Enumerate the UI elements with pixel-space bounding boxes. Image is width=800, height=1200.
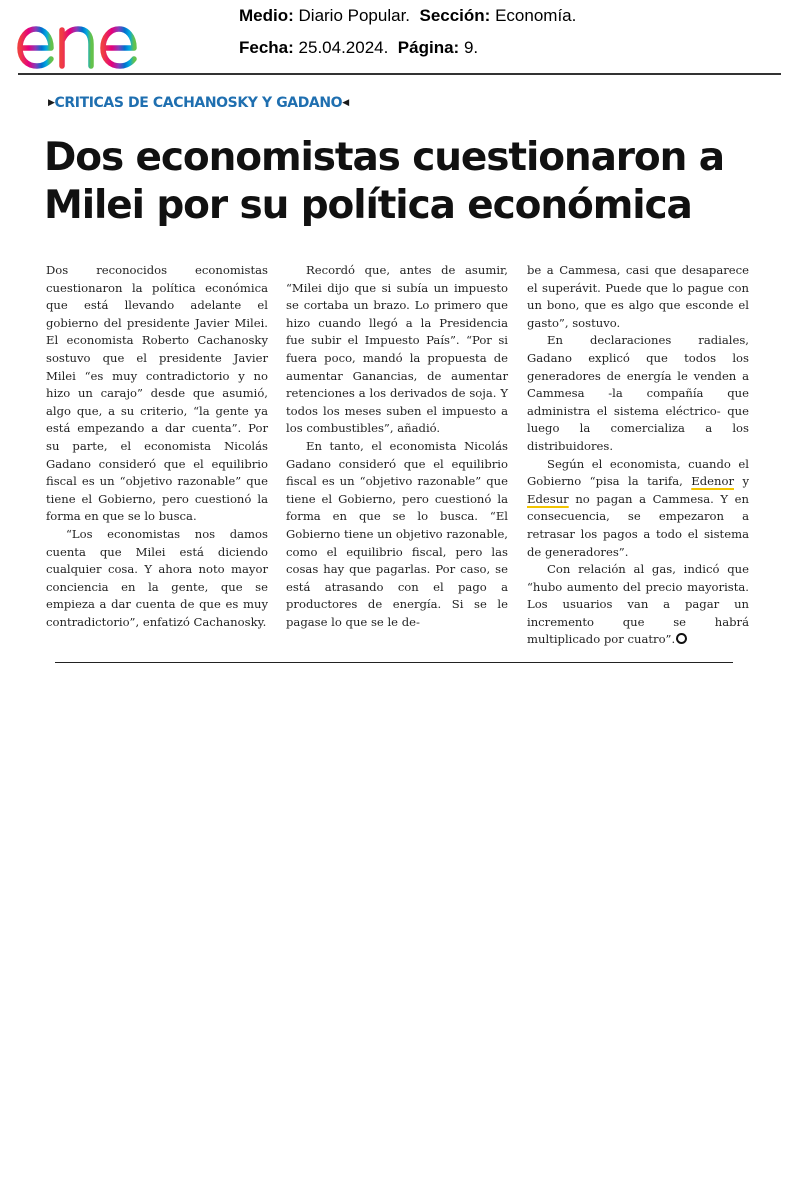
article-kicker: [48, 95, 349, 111]
kicker-left-triangle-icon: ▶: [48, 98, 55, 108]
fecha-label: Fecha:: [239, 38, 294, 57]
seccion-label: Sección:: [419, 6, 491, 25]
article-headline: Dos economistas cuestionaron a Milei por su política económica: [44, 135, 724, 228]
bottom-divider: [55, 662, 733, 663]
paragraph: Recordó que, antes de asumir, “Milei dijo que si subía un impuesto se cortaba un brazo. Lo primero que hizo cuando llegó a la Presidencia fue subir el Impuesto País”. “Por si fuera poco, mandó la propuesta de aumentar Ganancias, de aumentar retenciones a los derivados de soja. Y todos los meses suben el impuesto a los combustibles”, añadió.: [286, 263, 508, 436]
paragraph: En declaraciones radiales, Gadano explicó que todos los generadores de energía le venden a Cammesa -la compañía que administra el sistema eléctrico- que luego la comercializa a los distribuidores.: [527, 333, 749, 453]
header-divider: [18, 73, 781, 75]
paragraph-text: y: [742, 474, 750, 489]
seccion-value: Economía.: [495, 6, 577, 25]
medio-value: Diario Popular.: [298, 6, 411, 25]
medio-label: Medio:: [239, 6, 294, 25]
paragraph: En tanto, el economista Nicolás Gadano consideró que el equilibrio fiscal es un “objetivo razonable” que tiene el Gobierno, pero cuestionó la forma en que se lo busca. “El Gobierno tiene un objetivo razonable, como el equilibrio fiscal, pero las cosas hay que pagarlas. Por caso, se está atrasando con el pago a productores de energía. Si se le pagase lo que se le de-: [286, 438, 508, 629]
meta-line-1: [239, 6, 576, 26]
article-column-1: [46, 262, 268, 631]
pagina-label: Página:: [397, 38, 460, 57]
fecha-value: 25.04.2024.: [298, 38, 389, 57]
article-column-2: [286, 262, 508, 631]
paragraph-text: no pagan a Cammesa. Y en consecuencia, se empezaron a retrasar los pagos a todo el sistema de generadores”.: [527, 491, 749, 559]
pagina-value: 9.: [463, 38, 479, 57]
paragraph: be a Cammesa, casi que desaparece el superávit. Puede que lo pague con un bono, que es algo que esconde el gasto”, sostuvo.: [527, 263, 749, 330]
meta-line-2: [239, 38, 478, 58]
highlight-edenor: Edenor: [691, 474, 734, 489]
enel-logo: [14, 8, 180, 72]
paragraph-text: Con relación al gas, indicó que “hubo aumento del precio mayorista. Los usuarios van a pagar un incremento que se habrá multiplicado por cuatro”.: [527, 562, 749, 647]
paragraph-text: Según el economista, cuando el Gobierno “pisa la tarifa,: [527, 456, 749, 489]
paragraph: [527, 561, 749, 649]
kicker-text: CRITICAS DE CACHANOSKY Y GADANO: [54, 95, 343, 111]
kicker-right-triangle-icon: ◀: [342, 98, 349, 108]
end-of-article-icon: [676, 633, 687, 644]
article-column-3: [527, 262, 749, 649]
paragraph: [527, 456, 749, 562]
paragraph: Dos reconocidos economistas cuestionaron la política económica que está llevando adelante el gobierno del presidente Javier Milei. El economista Roberto Cachanosky sostuvo que el presidente Javier Milei “es muy contradictorio y no hizo un carajo” desde que asumió, algo que, a su criterio, “la gente ya está empezando a dar cuenta”. Por su parte, el economista Nicolás Gadano consideró que el equilibrio fiscal es un “objetivo razonable” que tiene el Gobierno, pero cuestionó la forma en que se lo busca.: [46, 263, 268, 524]
highlight-edesur: Edesur: [527, 491, 569, 506]
paragraph: “Los economistas nos damos cuenta que Milei está diciendo cualquier cosa. Y ahora noto mayor conciencia en la gente, que se empieza a dar cuenta de que es muy contradictorio”, enfatizó Cachanosky.: [46, 526, 268, 629]
